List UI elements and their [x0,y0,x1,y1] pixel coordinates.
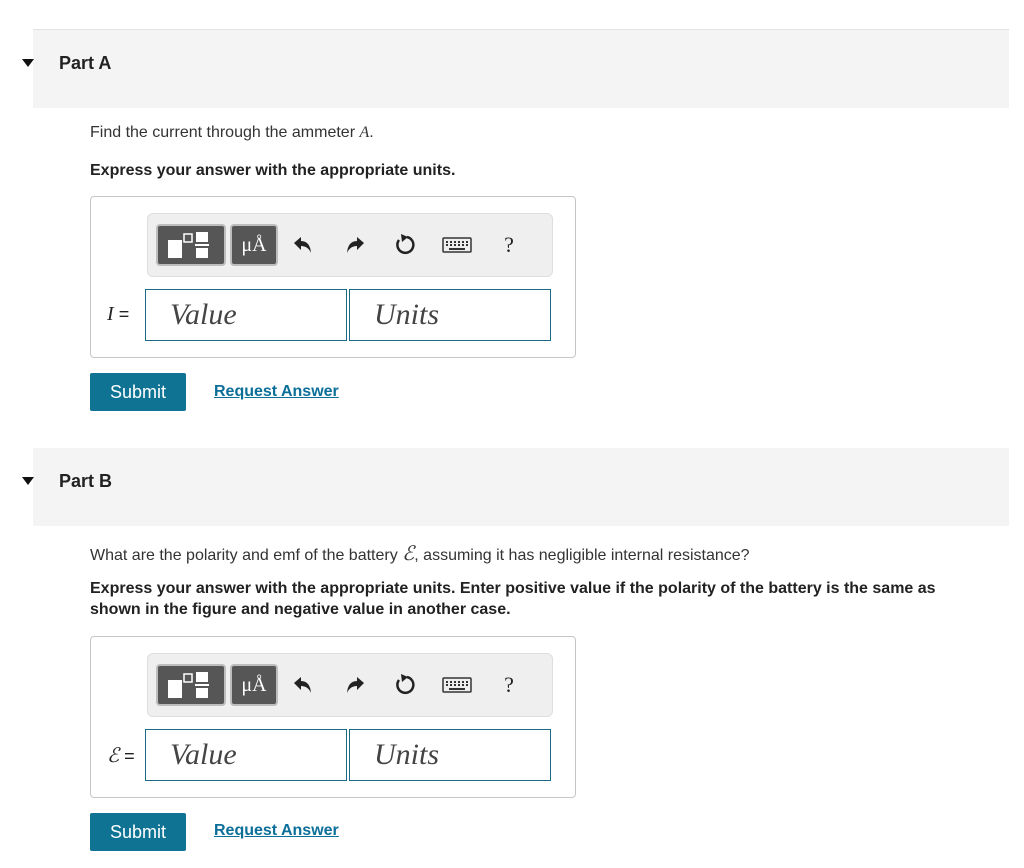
value-input[interactable]: Value [145,729,347,781]
undo-button[interactable] [290,232,316,258]
collapse-caret-icon[interactable] [22,59,34,67]
submit-button[interactable]: Submit [90,373,186,411]
help-icon: ? [504,232,514,257]
part-b-question: What are the polarity and emf of the battery ℰ, assuming it has negligible internal resistance? [90,543,750,565]
redo-icon [344,675,366,695]
help-icon: ? [504,672,514,697]
request-answer-link[interactable]: Request Answer [214,383,339,400]
undo-icon [292,235,314,255]
part-b-header[interactable] [33,448,1009,526]
reset-button[interactable] [392,672,418,698]
reset-button[interactable] [392,232,418,258]
part-b-instruction: Express your answer with the appropriate units. Enter positive value if the polarity of the battery is the same as shown in the figure and negative value in another case. [90,580,936,618]
keyboard-button[interactable] [440,232,474,258]
redo-button[interactable] [342,232,368,258]
part-a-instruction: Express your answer with the appropriate units. [90,162,456,179]
units-button[interactable] [230,224,278,266]
units-button[interactable] [230,664,278,706]
submit-button[interactable]: Submit [90,813,186,851]
redo-icon [344,235,366,255]
math-toolbar [147,653,553,717]
value-input[interactable]: Value [145,289,347,341]
redo-button[interactable] [342,672,368,698]
part-b-title: Part B [59,471,113,491]
templates-button[interactable] [156,664,226,706]
undo-icon [292,675,314,695]
request-answer-link[interactable]: Request Answer [214,822,339,839]
templates-icon [158,666,224,704]
units-icon: μÅ [241,674,267,696]
units-input[interactable]: Units [349,289,551,341]
part-a-title: Part A [59,53,112,73]
keyboard-button[interactable] [440,672,474,698]
reset-icon [393,233,417,257]
math-toolbar [147,213,553,277]
keyboard-icon [442,237,472,253]
units-icon: μÅ [241,234,267,256]
help-button[interactable] [496,232,522,258]
units-input[interactable]: Units [349,729,551,781]
templates-button[interactable] [156,224,226,266]
templates-icon [158,226,224,264]
help-button[interactable] [496,672,522,698]
part-a-question: Find the current through the ammeter A. [90,124,374,141]
part-a-header[interactable] [33,30,1009,108]
collapse-caret-icon[interactable] [22,477,34,485]
variable-label: ℰ = [107,745,135,767]
keyboard-icon [442,677,472,693]
variable-label: I = [107,303,130,325]
undo-button[interactable] [290,672,316,698]
part-b-answer-box [90,636,576,798]
reset-icon [393,673,417,697]
part-a-answer-box [90,196,576,358]
